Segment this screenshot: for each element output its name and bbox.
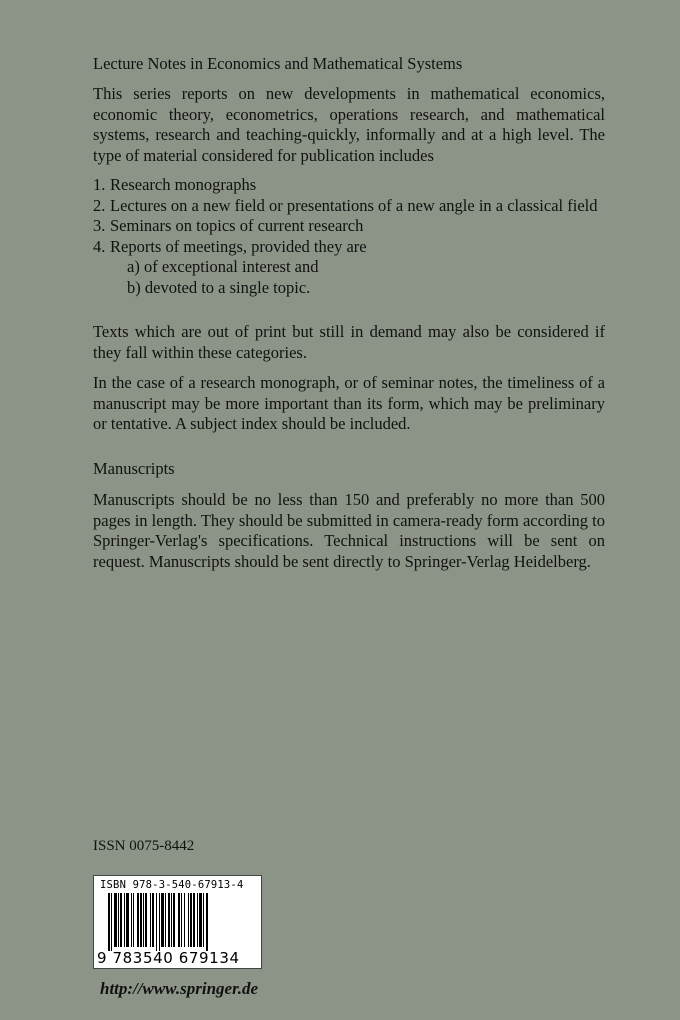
isbn-barcode xyxy=(93,875,262,969)
barcode-bar xyxy=(120,893,122,947)
barcode-bar xyxy=(108,893,110,951)
barcode-bar xyxy=(171,893,172,947)
barcode-bar xyxy=(188,893,189,947)
list-item-number: 1. xyxy=(93,175,106,194)
barcode-bar xyxy=(111,893,112,951)
barcode-bar xyxy=(143,893,144,947)
barcode-bar xyxy=(145,893,147,947)
barcode-bar xyxy=(159,893,160,951)
list-item-text: Seminars on topics of current research xyxy=(110,216,364,235)
barcode-bar xyxy=(199,893,202,947)
barcode-bar xyxy=(114,893,117,947)
manuscripts-paragraph: Manuscripts should be no less than 150 and preferably no more than 500 pages in length. They should be submitted in camera-ready form according to Springer-Verlag's specifications. Technical instructions will be sent on request. Manuscripts should be sent directly to Springer-Verlag Heidelberg. xyxy=(93,490,605,571)
list-item xyxy=(93,237,605,299)
publisher-url: http://www.springer.de xyxy=(100,979,259,998)
out-of-print-paragraph: Texts which are out of print but still in demand may also be considered if they fall within these categories. xyxy=(93,322,605,362)
barcode-bar xyxy=(197,893,198,947)
series-title: Lecture Notes in Economics and Mathematical Systems xyxy=(93,54,463,73)
list-item xyxy=(93,216,605,237)
barcode-bar xyxy=(131,893,132,947)
research-monograph-paragraph: In the case of a research monograph, or of seminar notes, the timeliness of a manuscript may be more important than its form, which may be preliminary or tentative. A subject index should be included. xyxy=(93,373,605,433)
barcode-bar xyxy=(181,893,182,947)
ean-digits: 9 783540 679134 xyxy=(97,949,240,967)
list-item-number: 4. xyxy=(93,236,106,256)
intro-paragraph: This series reports on new developments in mathematical economics, economic theory, econometrics, operations research, and mathematical systems, research and teaching-quickly, informally and at a high level. The type of material considered for publication includes xyxy=(93,84,605,165)
publication-types-list xyxy=(93,175,605,298)
barcode-bar xyxy=(152,893,154,947)
barcode-bar xyxy=(190,893,192,947)
barcode-bar xyxy=(124,893,125,947)
barcode-bar xyxy=(133,893,134,947)
list-item-number: 3. xyxy=(93,216,106,235)
barcode-bar xyxy=(184,893,185,947)
barcode-bar xyxy=(193,893,195,947)
sub-list-item: b) devoted to a single topic. xyxy=(127,277,311,297)
barcode-bar xyxy=(118,893,119,947)
barcode-bar xyxy=(126,893,129,947)
barcode-bar xyxy=(178,893,180,947)
sub-list-item: a) of exceptional interest and xyxy=(127,257,319,276)
barcode-bar xyxy=(150,893,151,947)
list-item-number: 2. xyxy=(93,195,106,215)
list-item-text: Lectures on a new field or presentations of a new angle in a classical field xyxy=(110,195,598,215)
isbn-label: ISBN 978-3-540-67913-4 xyxy=(100,879,244,891)
barcode-bar xyxy=(168,893,170,947)
barcode-bar xyxy=(206,893,208,951)
barcode-bar xyxy=(137,893,139,947)
list-item xyxy=(93,175,605,196)
list-item xyxy=(93,196,605,217)
issn-number: ISSN 0075-8442 xyxy=(93,838,195,854)
barcode-bar xyxy=(156,893,157,951)
manuscripts-heading: Manuscripts xyxy=(93,459,175,478)
barcode-bar xyxy=(165,893,166,947)
barcode-bar xyxy=(140,893,142,947)
barcode-bar xyxy=(173,893,175,947)
barcode-bar xyxy=(161,893,164,947)
list-item-text: Reports of meetings, provided they are xyxy=(110,236,367,256)
list-item-text: Research monographs xyxy=(110,175,257,194)
barcode-bar xyxy=(203,893,204,947)
